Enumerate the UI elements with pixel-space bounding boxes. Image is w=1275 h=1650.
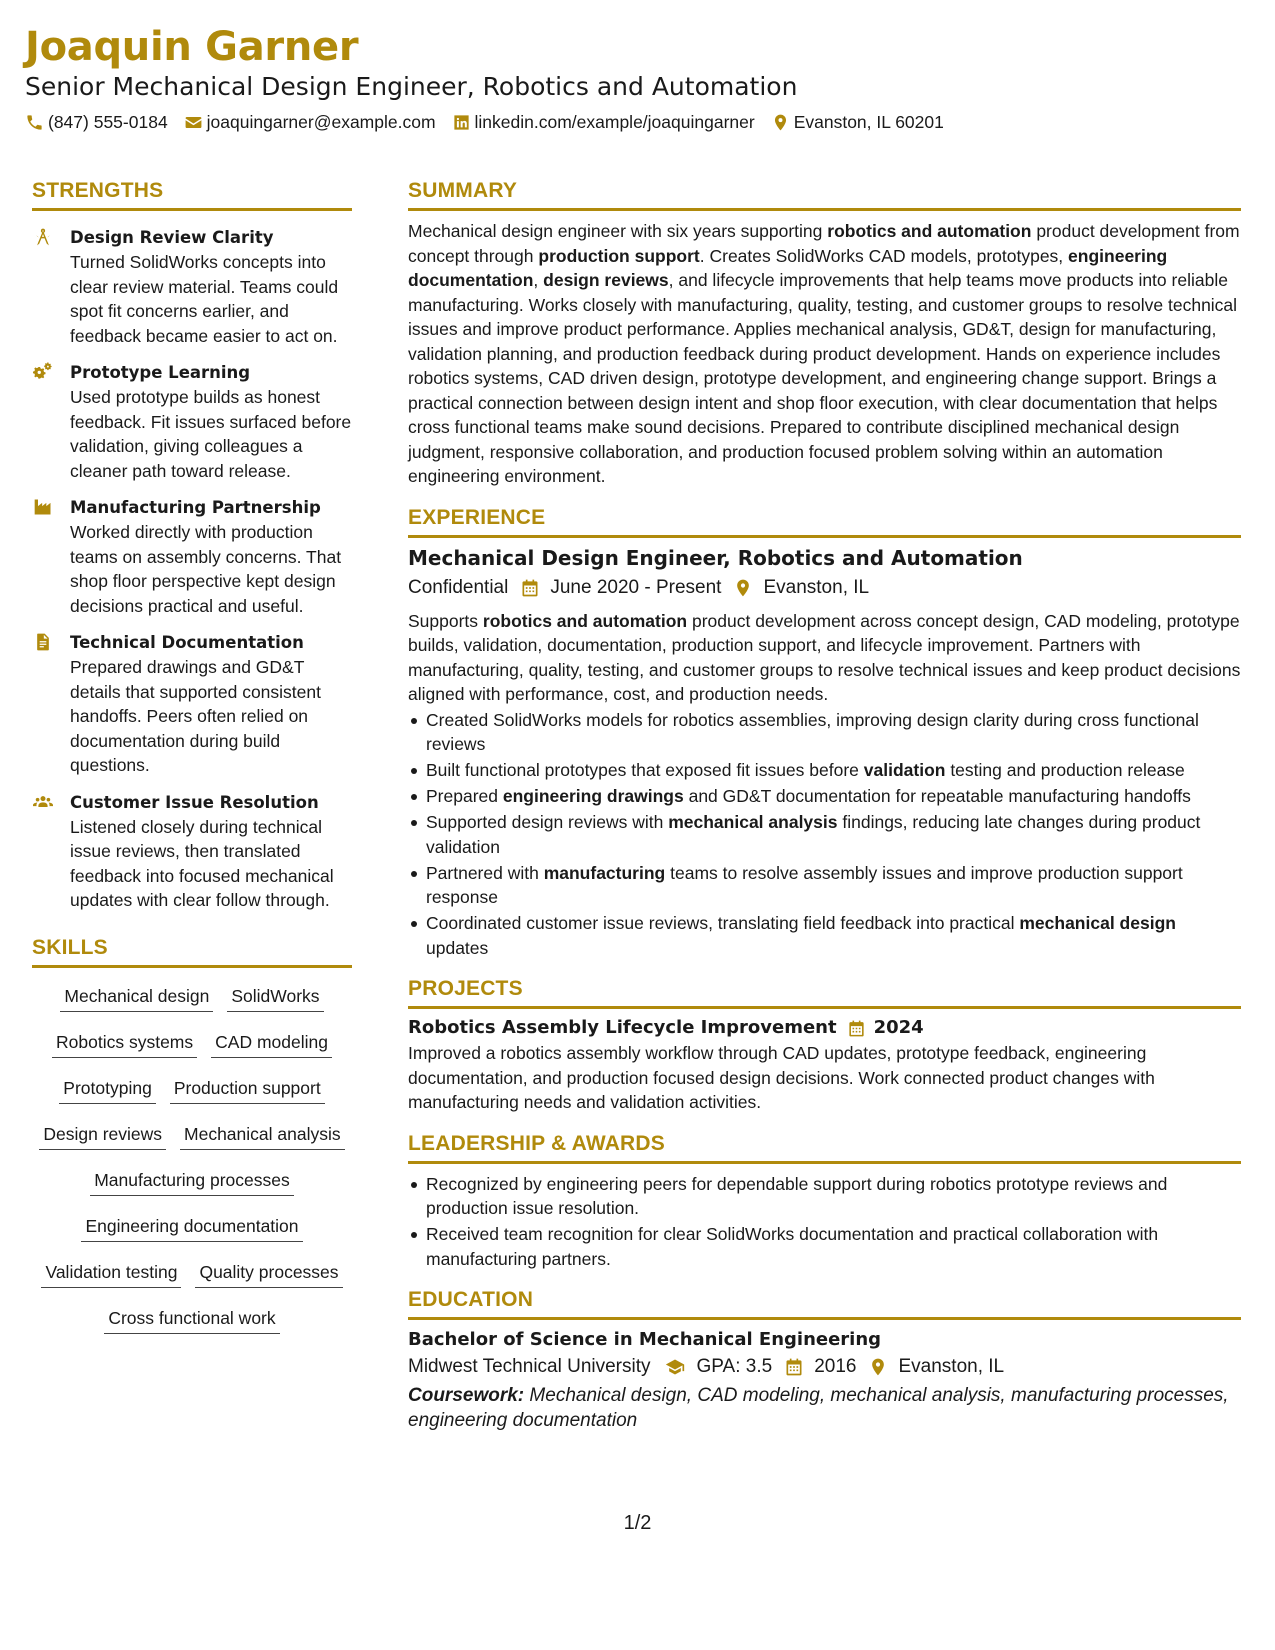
skills-list	[32, 968, 352, 1342]
left-column	[32, 178, 352, 1342]
education-heading: EDUCATION	[408, 1287, 1241, 1320]
skill-tag: Manufacturing processes	[90, 1168, 294, 1196]
coursework	[408, 1384, 1241, 1433]
phone-icon	[25, 113, 44, 132]
school-name: Midwest Technical University	[408, 1356, 651, 1377]
calendar-icon	[520, 578, 540, 598]
projects-heading: PROJECTS	[408, 976, 1241, 1009]
company-name: Confidential	[408, 576, 509, 598]
graduation-year: 2016	[814, 1356, 857, 1377]
industry-icon	[32, 497, 54, 517]
gears-icon	[32, 362, 54, 382]
strength-item	[32, 630, 352, 778]
strength-desc: Listened closely during technical issue reviews, then translated feedback into focused mechanical updates with clear follow through.	[70, 816, 334, 910]
email-text: joaquingarner@example.com	[206, 112, 436, 132]
degree-name: Bachelor of Science in Mechanical Engineering	[408, 1329, 882, 1350]
list-item: Coordinated customer issue reviews, translating field feedback into practical mechanical design updates	[408, 911, 1241, 960]
document-icon	[32, 632, 54, 652]
strength-item	[32, 790, 352, 913]
education-location: Evanston, IL	[898, 1356, 1005, 1377]
skill-tag: Engineering documentation	[81, 1214, 302, 1242]
list-item: Created SolidWorks models for robotics assemblies, improving design clarity during cross functional reviews	[408, 708, 1241, 757]
strength-desc: Used prototype builds as honest feedback. Fit issues surfaced before validation, giving colleagues a cleaner path toward release.	[70, 387, 352, 481]
strength-desc: Prepared drawings and GD&T details that supported consistent handoffs. Peers often relied on documentation during build questions.	[70, 657, 321, 775]
skill-tag: Production support	[170, 1076, 325, 1104]
strength-desc: Worked directly with production teams on assembly concerns. That shop floor perspective kept design decisions practical and useful.	[70, 522, 342, 616]
summary-text: Mechanical design engineer with six years supporting robotics and automation product development from concept through production support. Creates SolidWorks CAD models, prototypes, engineering documentation, design reviews, and lifecycle improvements that help teams move products into reliable manufacturing. Works closely with manufacturing, quality, testing, and customer groups to resolve technical issues and improve product performance. Applies mechanical analysis, GD&T, design for manufacturing, validation planning, and production feedback during product development. Hands on experience includes robotics systems, CAD driven design, prototype development, and engineering change support. Brings a practical connection between design intent and shop floor execution, with clear documentation that helps cross functional teams make sound decisions. Prepared to contribute disciplined mechanical design judgment, responsive collaboration, and production focused problem solving within an automation engineering environment.	[408, 221, 1240, 486]
compass-icon	[32, 227, 54, 247]
strength-title: Customer Issue Resolution	[70, 792, 319, 812]
skill-tag: Robotics systems	[52, 1030, 197, 1058]
linkedin-text: linkedin.com/example/joaquingarner	[474, 112, 755, 132]
map-pin-icon	[868, 1357, 888, 1377]
map-pin-icon	[771, 113, 790, 132]
right-column	[408, 178, 1241, 1433]
experience-heading: EXPERIENCE	[408, 505, 1241, 538]
project-year: 2024	[873, 1017, 924, 1038]
strength-item	[32, 360, 352, 483]
skill-tag: Validation testing	[41, 1260, 181, 1288]
job-meta	[408, 574, 1241, 602]
strength-title: Design Review Clarity	[70, 228, 274, 247]
gpa-text: GPA: 3.5	[696, 1356, 773, 1377]
project-header	[408, 1015, 1241, 1041]
resume-header	[25, 22, 1255, 134]
skill-tag: Cross functional work	[104, 1306, 279, 1334]
candidate-headline: Senior Mechanical Design Engineer, Robotics and Automation	[25, 72, 798, 101]
skills-heading: SKILLS	[32, 935, 352, 968]
contact-location	[771, 110, 944, 134]
calendar-icon	[847, 1019, 866, 1038]
users-icon	[32, 792, 54, 812]
list-item: Prepared engineering drawings and GD&T documentation for repeatable manufacturing handoffs	[408, 784, 1241, 809]
job-location: Evanston, IL	[763, 576, 870, 598]
strength-item	[32, 495, 352, 618]
list-item: Partnered with manufacturing teams to resolve assembly issues and improve production support response	[408, 861, 1241, 910]
job-title: Mechanical Design Engineer, Robotics and Automation	[408, 545, 1023, 570]
strength-title: Prototype Learning	[70, 363, 251, 382]
skill-tag: Prototyping	[59, 1076, 156, 1104]
job-dates: June 2020 - Present	[550, 576, 722, 598]
strength-title: Manufacturing Partnership	[70, 498, 321, 517]
envelope-icon	[184, 113, 203, 132]
job-bullets	[408, 708, 1241, 961]
project-desc: Improved a robotics assembly workflow through CAD updates, prototype feedback, engineering documentation, and production focused design decisions. Work connected product changes with manufacturing needs and validation activities.	[408, 1043, 1155, 1112]
education-meta	[408, 1353, 1241, 1381]
skill-tag: Quality processes	[195, 1260, 342, 1288]
list-item: Received team recognition for clear SolidWorks documentation and practical collaboration with manufacturing partners.	[408, 1222, 1241, 1271]
strengths-heading: STRENGTHS	[32, 178, 352, 211]
strength-item	[32, 225, 352, 348]
phone-text: (847) 555-0184	[48, 112, 168, 132]
page-number: 1/2	[623, 1512, 652, 1534]
list-item: Recognized by engineering peers for dependable support during robotics prototype reviews and production issue resolution.	[408, 1172, 1241, 1221]
strength-desc: Turned SolidWorks concepts into clear review material. Teams could spot fit concerns earlier, and feedback became easier to act on.	[70, 252, 339, 346]
job-intro: Supports robotics and automation product development across concept design, CAD modeling, prototype builds, validation, documentation, production support, and lifecycle improvement. Partners with manufacturing, quality, testing, and customer groups to resolve technical issues and keep product decisions aligned with performance, cost, and production needs.	[408, 610, 1241, 704]
project-name: Robotics Assembly Lifecycle Improvement	[408, 1017, 837, 1038]
location-text: Evanston, IL 60201	[793, 112, 944, 132]
map-pin-icon	[733, 578, 753, 598]
coursework-text: Mechanical design, CAD modeling, mechanical analysis, manufacturing processes, engineering documentation	[408, 1385, 1229, 1431]
contact-phone[interactable]	[25, 110, 168, 134]
contact-linkedin[interactable]	[452, 110, 755, 134]
list-item: Built functional prototypes that exposed fit issues before validation testing and production release	[408, 758, 1241, 783]
skill-tag: Mechanical analysis	[180, 1122, 345, 1150]
graduation-cap-icon	[663, 1357, 687, 1377]
skill-tag: SolidWorks	[227, 984, 323, 1012]
calendar-icon	[784, 1357, 804, 1377]
leadership-heading: LEADERSHIP & AWARDS	[408, 1131, 1241, 1164]
linkedin-icon	[452, 113, 471, 132]
contact-email[interactable]	[184, 110, 436, 134]
skill-tag: Mechanical design	[60, 984, 213, 1012]
strength-title: Technical Documentation	[70, 633, 304, 652]
summary-heading: SUMMARY	[408, 178, 1241, 211]
candidate-name: Joaquin Garner	[25, 24, 359, 70]
contact-bar	[25, 110, 1255, 134]
list-item: Supported design reviews with mechanical analysis findings, reducing late changes during product validation	[408, 810, 1241, 859]
coursework-label: Coursework:	[408, 1385, 525, 1406]
skill-tag: Design reviews	[39, 1122, 166, 1150]
skill-tag: CAD modeling	[211, 1030, 332, 1058]
leadership-list	[408, 1172, 1241, 1272]
